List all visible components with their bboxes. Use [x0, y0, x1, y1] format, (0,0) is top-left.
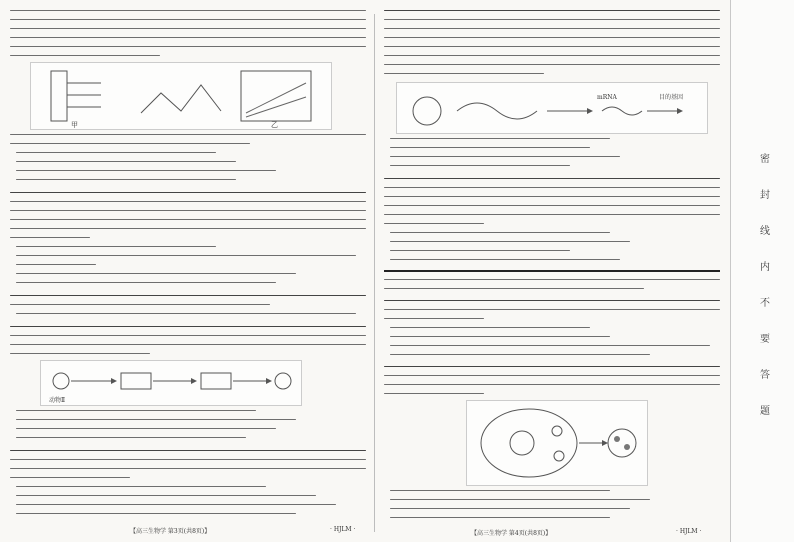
flow-diagram — [41, 361, 301, 405]
density-gradient-diagram — [31, 63, 331, 129]
breeding-flow-figure — [40, 360, 302, 406]
section-header — [384, 270, 720, 272]
silencing-pathway-diagram — [397, 83, 707, 133]
gene-silencing-figure — [396, 82, 708, 134]
cell-diagram — [467, 401, 647, 485]
left-footer: 【高三生物学 第3页(共8页)】 — [130, 528, 211, 535]
figure-caption-c: 动物Ⅱ — [49, 397, 66, 404]
figure-caption-a: 甲 — [71, 121, 78, 129]
seal-char: 不 — [760, 298, 770, 309]
left-footer-code: · HJLM · — [330, 526, 356, 533]
seal-char: 内 — [760, 262, 770, 273]
seal-char: 要 — [760, 334, 770, 345]
seal-char: 答 — [760, 370, 770, 381]
centrifuge-figure — [30, 62, 332, 130]
right-footer-code: · HJLM · — [676, 528, 702, 535]
cell-vesicle-figure — [466, 400, 648, 486]
figure-label-b: 目的基因 — [659, 94, 684, 101]
right-footer: 【高三生物学 第4页(共8页)】 — [471, 530, 552, 537]
seal-char: 密 — [760, 154, 770, 165]
figure-caption-b: 乙 — [271, 121, 278, 129]
seal-char: 封 — [760, 190, 770, 201]
right-page — [376, 0, 722, 542]
figure-label-a: mRNA — [597, 94, 617, 101]
seal-char: 线 — [760, 226, 770, 237]
left-page — [0, 0, 372, 542]
column-divider — [374, 14, 375, 532]
sealing-line — [730, 0, 731, 542]
seal-char: 题 — [760, 406, 770, 417]
